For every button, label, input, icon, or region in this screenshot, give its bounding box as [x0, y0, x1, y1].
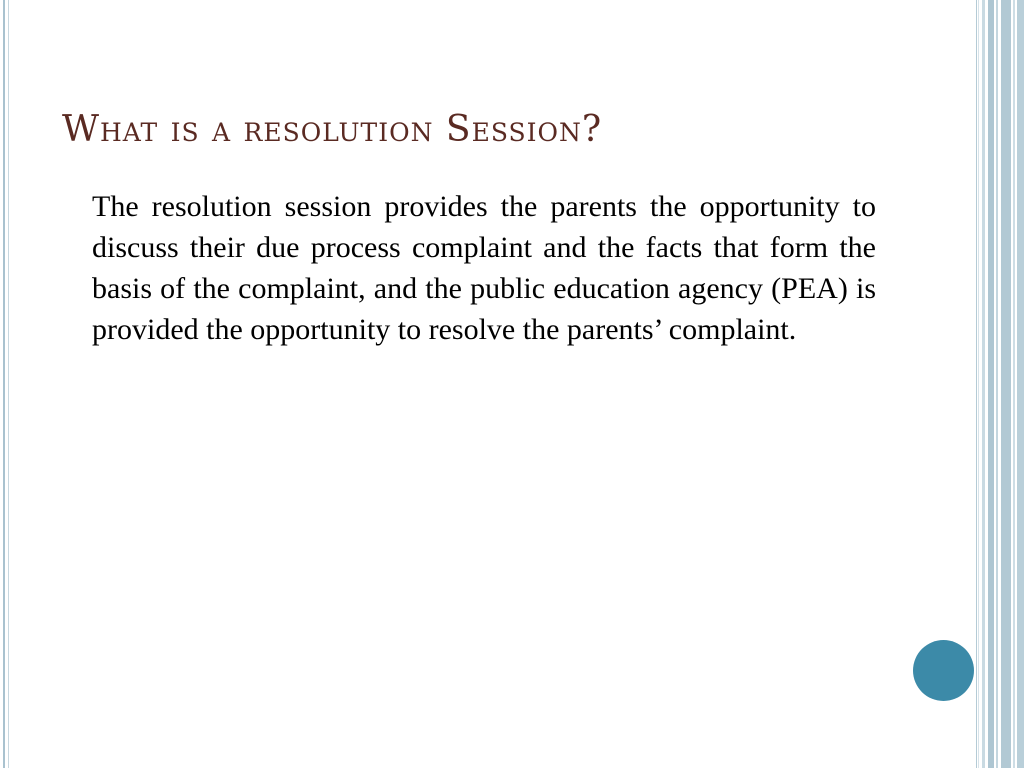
stripe: [1001, 0, 1011, 768]
stripe: [978, 0, 979, 768]
left-border-line: [3, 0, 5, 768]
stripe: [982, 0, 985, 768]
stripe: [1013, 0, 1015, 768]
stripe: [976, 0, 977, 768]
right-decorative-stripes: [976, 0, 1024, 768]
decorative-circle: [913, 640, 974, 701]
slide-title: What is a resolution Session?: [62, 109, 603, 150]
stripe: [988, 0, 994, 768]
stripe: [996, 0, 998, 768]
left-border-line-inner: [8, 0, 9, 768]
stripe: [1017, 0, 1024, 768]
slide-body-text: The resolution session provides the parents the opportunity to discuss their due process complaint and the facts that form the basis of the complaint, and the public education agency (PEA) is provided the opportunity to resolve the parents’ complaint.: [92, 190, 876, 346]
